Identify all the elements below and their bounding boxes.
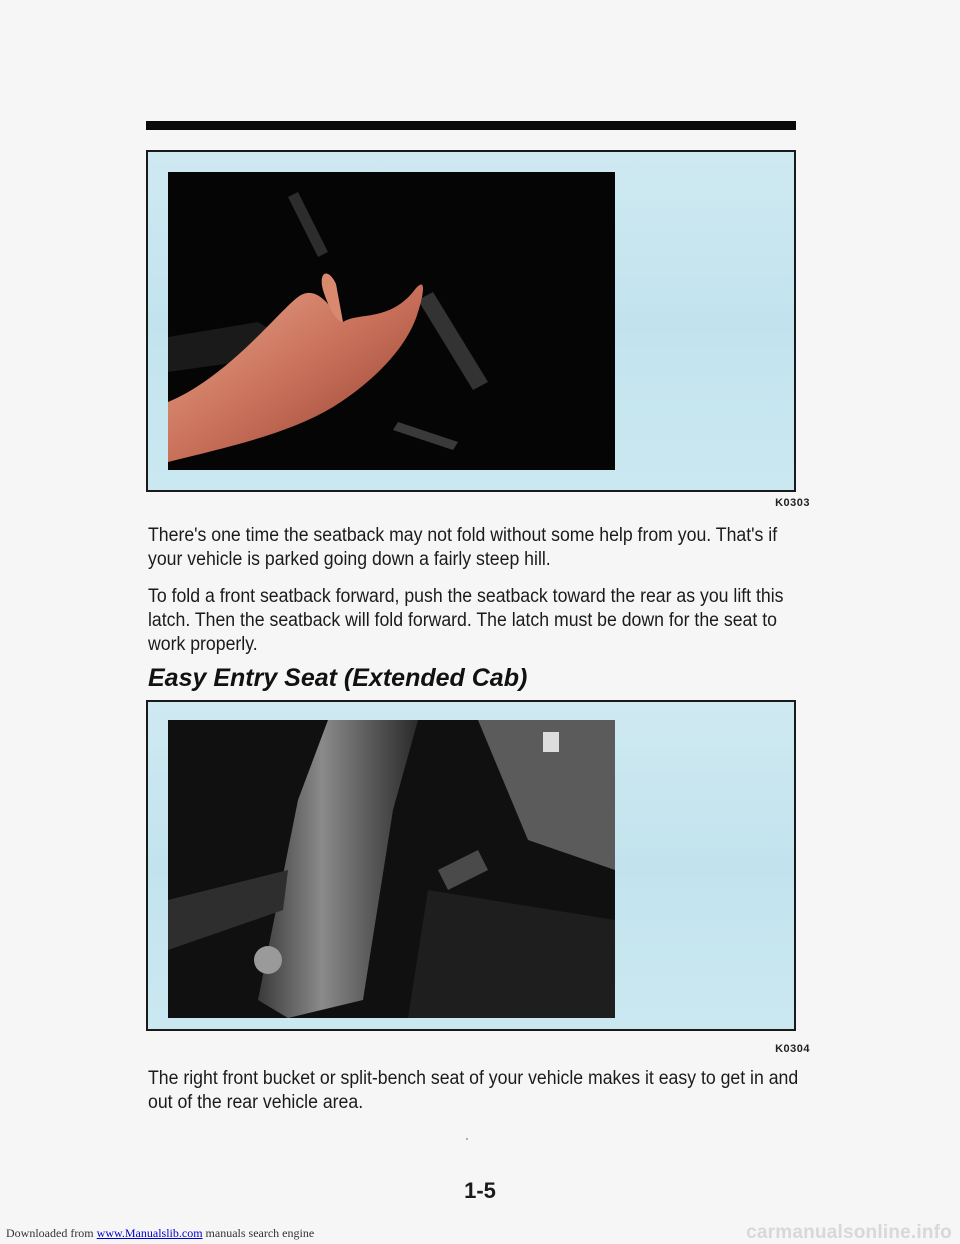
figure-seatback-latch: [146, 150, 796, 492]
footer-suffix: manuals search engine: [202, 1226, 315, 1240]
paragraph-3: The right front bucket or split-bench seat of your vehicle makes it easy to get in and out of the rear vehicle area.: [148, 1068, 799, 1113]
section-heading: Easy Entry Seat (Extended Cab): [148, 664, 528, 692]
figure-1-code: K0303: [775, 497, 810, 509]
page-number: 1-5: [464, 1178, 496, 1203]
photo-easy-entry-lever: [168, 720, 615, 1018]
footer-prefix: Downloaded from: [6, 1226, 97, 1240]
figure-easy-entry-seat: [146, 700, 796, 1031]
photo-hand-on-latch: [168, 172, 615, 470]
watermark: carmanualsonline.info: [746, 1222, 952, 1243]
download-footer: [6, 1226, 314, 1241]
paragraph-2: To fold a front seatback forward, push the seatback toward the rear as you lift this latch. Then the seatback will fold forward. The latch must be down for the seat to work properly.: [148, 586, 784, 655]
seat-lever-illustration: [168, 720, 615, 1018]
figure-2-code: K0304: [775, 1043, 810, 1055]
hand-latch-illustration: [168, 172, 615, 470]
manualslib-link[interactable]: www.Manualslib.com: [96, 1226, 203, 1240]
paragraph-1: There's one time the seatback may not fold without some help from you. That's if your vehicle is parked going down a fairly steep hill.: [148, 525, 778, 570]
scan-speck: [466, 1138, 468, 1140]
top-rule: [146, 121, 796, 130]
